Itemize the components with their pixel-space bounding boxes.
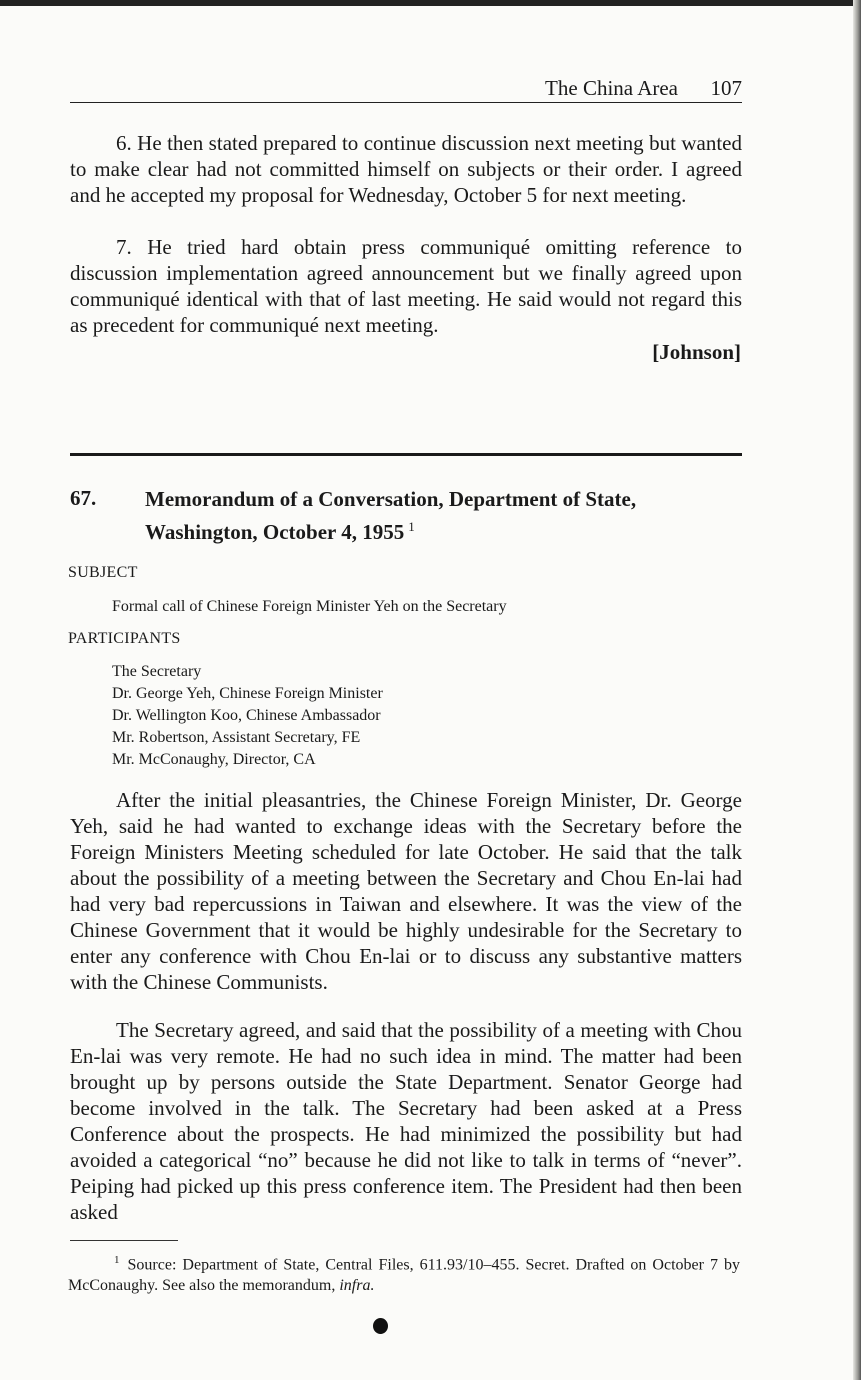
section-divider [70,453,742,456]
document-number: 67. [70,486,97,510]
page-number: 107 [710,76,742,100]
document-title [145,486,735,546]
signature: [Johnson] [652,340,741,364]
footnote-italic: infra. [339,1277,375,1295]
footnote-text: Source: Department of State, Central Files, 611.93/10–455. Secret. Drafted on October 7 by McConaughy. See also the memorandum, [68,1256,740,1295]
running-head-title: The China Area [545,76,678,100]
participant: Dr. Wellington Koo, Chinese Ambassador [112,707,381,724]
continuation-paragraph-6: 6. He then stated prepared to continue discussion next meeting but wanted to make clear had not committed himself on subjects or their order. I agreed and he accepted my proposal for Wednesday, October 5 for next meeting. [70,131,742,207]
page-mark-dot [373,1318,388,1334]
participant: Dr. George Yeh, Chinese Foreign Minister [112,685,383,702]
page-top-edge [0,0,861,6]
book-spine-edge [853,0,861,1380]
participant: The Secretary [112,663,202,680]
footnote-rule [70,1240,178,1241]
participant: Mr. McConaughy, Director, CA [112,751,316,768]
running-head [70,72,742,103]
participants-list [112,661,383,771]
footnote-reference: 1 [408,519,415,534]
body-paragraph-1: After the initial pleasantries, the Chinese Foreign Minister, Dr. George Yeh, said he had wanted to exchange ideas with the Secretary before the Foreign Ministers Meeting scheduled for late October. He said that the talk about the possibility of a meeting between the Secretary and Chou En-lai had had very bad repercussions in Taiwan and elsewhere. It was the view of the Chinese Government that it would be highly undesirable for the Secretary to enter any conference with Chou En-lai or to discuss any substantive matters with the Chinese Communists. [70,788,742,994]
continuation-paragraph-7: 7. He tried hard obtain press communiqué omitting reference to discussion implementation agreed announcement but we finally agreed upon communiqué identical with that of last meeting. He said would not regard this as precedent for communiqué next meeting. [70,235,742,337]
body-paragraph-2: The Secretary agreed, and said that the possibility of a meeting with Chou En-lai was very remote. He had no such idea in mind. The matter had been brought up by persons outside the State Department. Senator George had become involved in the talk. The Secretary had been asked at a Press Conference about the prospects. He had minimized the possibility but had avoided a categorical “no” because he did not like to talk in terms of “never”. Peiping had picked up this press conference item. The President had then been asked [70,1018,742,1224]
participant: Mr. Robertson, Assistant Secretary, FE [112,729,361,746]
subject-label: SUBJECT [68,564,138,581]
footnote [68,1250,740,1296]
subject-text: Formal call of Chinese Foreign Minister Yeh on the Secretary [112,598,507,615]
participants-label: PARTICIPANTS [68,630,181,647]
footnote-marker: 1 [114,1254,120,1266]
document-title-text: Memorandum of a Conversation, Department of State, Washington, October 4, 1955 [145,487,637,544]
